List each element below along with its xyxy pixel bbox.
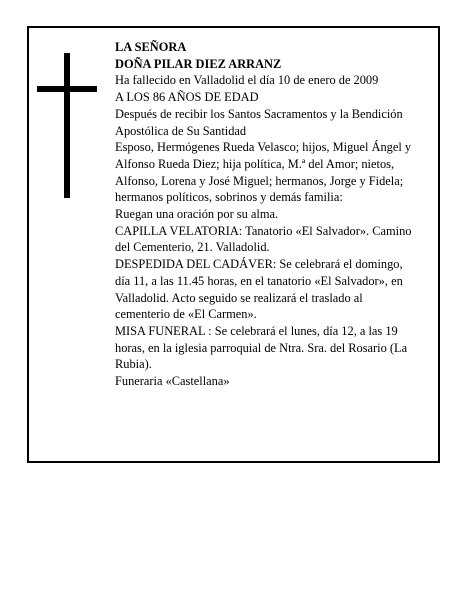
funeral-mass-paragraph: MISA FUNERAL : Se celebrará el lunes, día 12, a las 19 horas, en la iglesia parroquial de Ntra. Sra. del Rosario (La Rubia). <box>115 323 408 372</box>
chapel-paragraph: CAPILLA VELATORIA: Tanatorio «El Salvador». Camino del Cementerio, 21. Valladolid. <box>115 223 412 255</box>
prayer-line: Ruegan una oración por su alma. <box>115 207 279 222</box>
death-date-line: Ha fallecido en Valladolid el día 10 de enero de 2009 <box>115 73 379 88</box>
age-line: A LOS 86 AÑOS DE EDAD <box>115 90 259 105</box>
title-line-1: LA SEÑORA <box>115 40 187 54</box>
cross-horizontal-bar <box>37 86 97 92</box>
funeral-home-line: Funeraria «Castellana» <box>115 374 230 389</box>
family-paragraph: Esposo, Hermógenes Rueda Velasco; hijos, Miguel Ángel y Alfonso Rueda Diez; hija política, M.ª del Amor; nietos, Alfonso, Lorena y José Miguel; hermanos, Jorge y Fidela; hermanos políticos, sobrinos y demás familia: <box>115 140 412 205</box>
obituary-text <box>115 39 418 390</box>
departure-paragraph: DESPEDIDA DEL CADÁVER: Se celebrará el domingo, día 11, a las 11.45 horas, en el tanatorio «El Salvador», en Valladolid. Acto seguido se realizará el traslado al cementerio de «El Carmen». <box>115 257 403 322</box>
cross-vertical-bar <box>64 53 70 198</box>
latin-cross-icon <box>37 53 97 198</box>
sacraments-paragraph: Después de recibir los Santos Sacramentos y la Bendición Apostólica de Su Santidad <box>115 106 403 138</box>
deceased-name: DOÑA PILAR DIEZ ARRANZ <box>115 56 282 71</box>
